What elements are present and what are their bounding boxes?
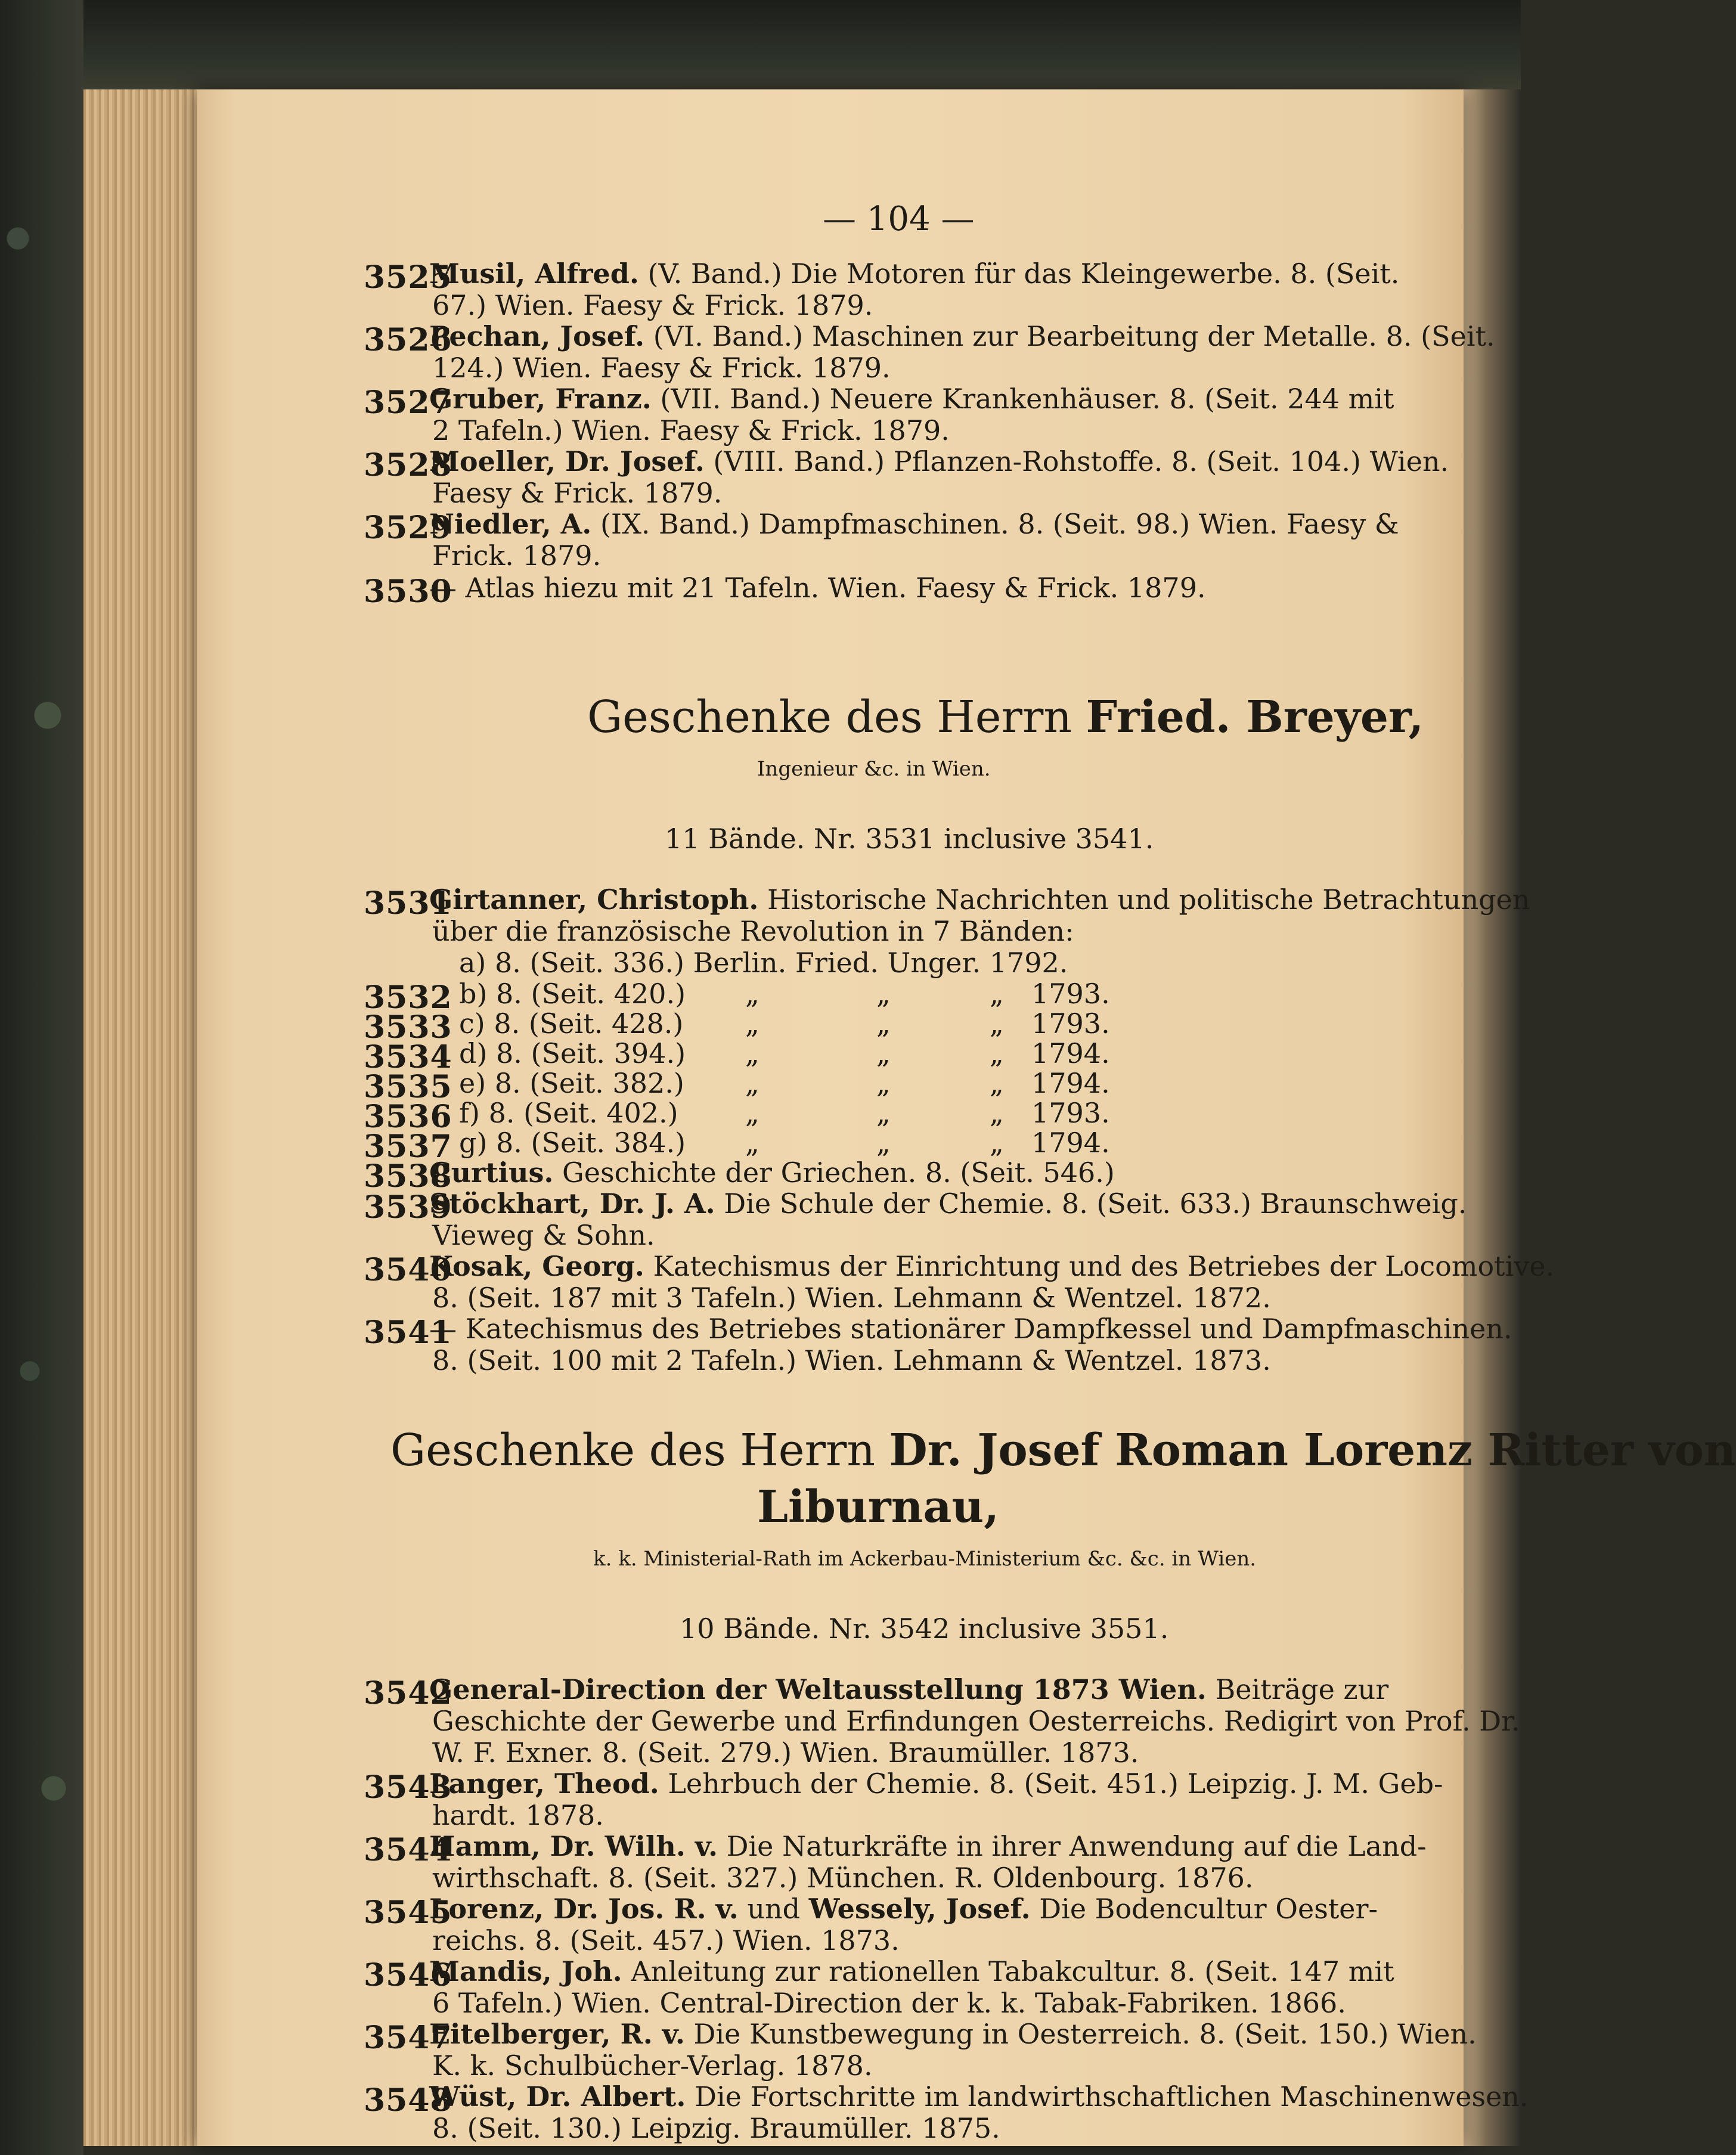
entry-line: 6 Tafeln.) Wien. Central-Direction der k. k. Tabak-Fabriken. 1866. [432,1987,1346,2019]
ditto-mark: „ [745,1037,760,1069]
entry-text: (V. Band.) Die Motoren für das Kleingewerbe. 8. (Seit. [638,258,1400,290]
entry-text: Historische Nachrichten und politische Betrachtungen [758,883,1530,916]
entry-line: 8. (Seit. 130.) Leipzig. Braumüller. 1875. [432,2112,1000,2144]
entry-line: 124.) Wien. Faesy & Frick. 1879. [432,352,891,384]
entry-author: Moeller, Dr. Josef. [429,445,705,477]
volume-line: d) 8. (Seit. 394.) [459,1037,686,1069]
entry-line [429,508,1399,540]
ditto-mark: „ [876,978,891,1010]
ditto-mark: „ [745,978,760,1010]
volume-year: 1794. [1031,1067,1110,1099]
entry-line [429,320,1495,352]
ditto-mark: „ [745,1067,760,1099]
entry-author: Gruber, Franz. [429,383,652,415]
entry-number: 3537 [364,1128,452,1165]
entry-line: Frick. 1879. [432,539,602,572]
entry-number: 3529 [364,510,452,546]
entry-text: Die Kunstbewegung in Oesterreich. 8. (Seit. 150.) Wien. [684,2018,1477,2050]
ditto-mark: „ [990,1067,1004,1099]
volume-year: 1794. [1031,1037,1110,1069]
entry-author: Girtanner, Christoph. [429,883,759,916]
entry-author: Kosak, Georg. [429,1250,644,1282]
page-stack-edges [83,89,203,2146]
entry-text: Die Schule der Chemie. 8. (Seit. 633.) Braunschweig. [715,1187,1467,1220]
entry-number: 3545 [364,1894,452,1931]
entry-number: 3538 [364,1158,452,1195]
entry-line: Faesy & Frick. 1879. [432,477,723,509]
book-page [197,89,1736,2146]
ditto-mark: „ [990,978,1004,1010]
entry-number: 3546 [364,1957,452,1993]
entry-line [429,1156,1115,1189]
entry-number: 3547 [364,2020,452,2056]
ditto-mark: „ [745,1007,760,1040]
entry-text: Die Naturkräfte in ihrer Anwendung auf die Land- [717,1830,1427,1862]
entry-line: 67.) Wien. Faesy & Frick. 1879. [432,289,873,321]
entry-line [429,1830,1427,1862]
ditto-mark: „ [876,1127,891,1159]
volume-year: 1793. [1031,1097,1110,1129]
entry-line [429,1250,1554,1282]
entry-text: Geschichte der Griechen. 8. (Seit. 546.) [553,1156,1115,1189]
entry-text: Anleitung zur rationellen Tabakcultur. 8. (Seit. 147 mit [622,1955,1394,1987]
entry-number: 3533 [364,1009,452,1046]
ditto-mark: „ [990,1037,1004,1069]
entry-line: — Atlas hiezu mit 21 Tafeln. Wien. Faesy & Frick. 1879. [429,572,1206,604]
entry-author: Stöckhart, Dr. J. A. [429,1187,715,1220]
volume-year: 1793. [1031,978,1110,1010]
entry-line: 2 Tafeln.) Wien. Faesy & Frick. 1879. [432,414,950,446]
entry-line: W. F. Exner. 8. (Seit. 279.) Wien. Braumüller. 1873. [432,1737,1139,1769]
entry-author: Hamm, Dr. Wilh. v. [429,1830,718,1862]
entry-line [429,258,1399,290]
entry-number: 3540 [364,1252,452,1288]
entry-number: 3544 [364,1832,452,1868]
entry-author: Wüst, Dr. Albert. [429,2080,686,2113]
entry-line [429,2080,1529,2113]
book-top-edge [0,0,1521,89]
entry-line [429,2018,1477,2050]
entry-line: K. k. Schulbücher-Verlag. 1878. [432,2049,873,2082]
volume-count: 10 Bände. Nr. 3542 inclusive 3551. [680,1613,1169,1645]
heading-prefix: Geschenke des Herrn [587,692,1072,743]
volume-count: 11 Bände. Nr. 3531 inclusive 3541. [665,823,1154,855]
entry-line: 8. (Seit. 100 mit 2 Tafeln.) Wien. Lehmann & Wentzel. 1873. [432,1344,1271,1376]
entry-text: Die Bodencultur Oester- [1030,1893,1378,1925]
entry-number: 3525 [364,259,452,296]
ditto-mark: „ [745,1097,760,1129]
entry-number: 3548 [364,2082,452,2119]
entry-author: Eitelberger, R. v. [429,2018,685,2050]
volume-line: c) 8. (Seit. 428.) [459,1007,684,1040]
donor-name: Fried. Breyer, [1086,692,1424,743]
volume-year: 1793. [1031,1007,1110,1040]
entry-line: wirthschaft. 8. (Seit. 327.) München. R. Oldenbourg. 1876. [432,1862,1254,1894]
entry-number: 3536 [364,1099,452,1135]
entry-line: Geschichte der Gewerbe und Erfindungen Oesterreichs. Redigirt von Prof. Dr. [432,1705,1520,1737]
donor-subtitle: k. k. Ministerial-Rath im Ackerbau-Ministerium &c. &c. in Wien. [593,1547,1257,1571]
volume-year: 1794. [1031,1127,1110,1159]
donor-name: Liburnau, [757,1481,999,1533]
entry-number: 3531 [364,885,452,922]
entry-number: 3542 [364,1675,452,1711]
entry-text: und [738,1893,809,1925]
entry-text: Beiträge zur [1206,1673,1389,1706]
entry-line: a) 8. (Seit. 336.) Berlin. Fried. Unger. 1792. [459,947,1068,979]
entry-text: (IX. Band.) Dampfmaschinen. 8. (Seit. 98.) Wien. Faesy & [591,508,1399,540]
entry-number: 3532 [364,979,452,1016]
volume-line: b) 8. (Seit. 420.) [459,978,686,1010]
entry-line [429,1673,1388,1706]
entry-number: 3535 [364,1069,452,1105]
entry-line [429,445,1449,477]
book-binding [0,0,83,2155]
ditto-mark: „ [990,1007,1004,1040]
entry-line: 8. (Seit. 187 mit 3 Tafeln.) Wien. Lehmann & Wentzel. 1872. [432,1282,1271,1314]
entry-author: Curtius. [429,1156,554,1189]
entry-text: Lehrbuch der Chemie. 8. (Seit. 451.) Leipzig. J. M. Geb- [659,1768,1443,1800]
volume-line: g) 8. (Seit. 384.) [459,1127,686,1159]
ditto-mark: „ [990,1097,1004,1129]
entry-line: — Katechismus des Betriebes stationärer Dampfkessel und Dampfmaschinen. [429,1313,1512,1345]
entry-number: 3527 [364,385,452,421]
entry-line: hardt. 1878. [432,1799,604,1831]
entry-author: Mandis, Joh. [429,1955,622,1987]
entry-author: General-Direction der Weltausstellung 1873 Wien. [429,1673,1207,1706]
book-right-edge [1464,89,1521,2146]
entry-number: 3526 [364,322,452,358]
donor-name: Dr. Josef Roman Lorenz Ritter von [889,1425,1736,1476]
entry-number: 3539 [364,1189,452,1226]
entry-line: Vieweg & Sohn. [432,1219,655,1251]
ditto-mark: „ [990,1127,1004,1159]
entry-text: (VIII. Band.) Pflanzen-Rohstoffe. 8. (Seit. 104.) Wien. [704,445,1449,477]
entry-line: reichs. 8. (Seit. 457.) Wien. 1873. [432,1924,900,1956]
entry-number: 3541 [364,1314,452,1351]
ditto-mark: „ [876,1067,891,1099]
donor-subtitle: Ingenieur &c. in Wien. [757,757,991,781]
donor-heading [390,1425,1736,1476]
entry-number: 3530 [364,573,452,610]
volume-line: e) 8. (Seit. 382.) [459,1067,684,1099]
entry-line [429,1187,1467,1220]
entry-number: 3543 [364,1769,452,1806]
entry-author: Niedler, A. [429,508,592,540]
entry-number: 3534 [364,1039,452,1075]
entry-number: 3528 [364,447,452,483]
entry-author: Wessely, Josef. [808,1893,1031,1925]
entry-line [429,383,1394,415]
donor-name-continued [757,1481,999,1533]
entry-author: Lorenz, Dr. Jos. R. v. [429,1893,739,1925]
entry-line [429,1955,1394,1987]
ditto-mark: „ [876,1097,891,1129]
entry-line [429,883,1530,916]
entry-line: über die französische Revolution in 7 Bänden: [432,915,1074,947]
ditto-mark: „ [876,1007,891,1040]
entry-author: Musil, Alfred. [429,258,639,290]
entry-text: (VI. Band.) Maschinen zur Bearbeitung der Metalle. 8. (Seit. [644,320,1495,352]
entry-author: Pechan, Josef. [429,320,645,352]
ditto-mark: „ [876,1037,891,1069]
volume-line: f) 8. (Seit. 402.) [459,1097,678,1129]
entry-text: (VII. Band.) Neuere Krankenhäuser. 8. (Seit. 244 mit [651,383,1394,415]
page-number: — 104 — [823,200,975,238]
entry-text: Katechismus der Einrichtung und des Betriebes der Locomotive. [644,1250,1555,1282]
entry-line [429,1768,1443,1800]
entry-text: Die Fortschritte im landwirthschaftlichen Maschinenwesen. [686,2080,1529,2113]
heading-prefix: Geschenke des Herrn [390,1425,875,1476]
entry-line [429,1893,1378,1925]
donor-heading [587,692,1424,743]
entry-author: Langer, Theod. [429,1768,659,1800]
ditto-mark: „ [745,1127,760,1159]
